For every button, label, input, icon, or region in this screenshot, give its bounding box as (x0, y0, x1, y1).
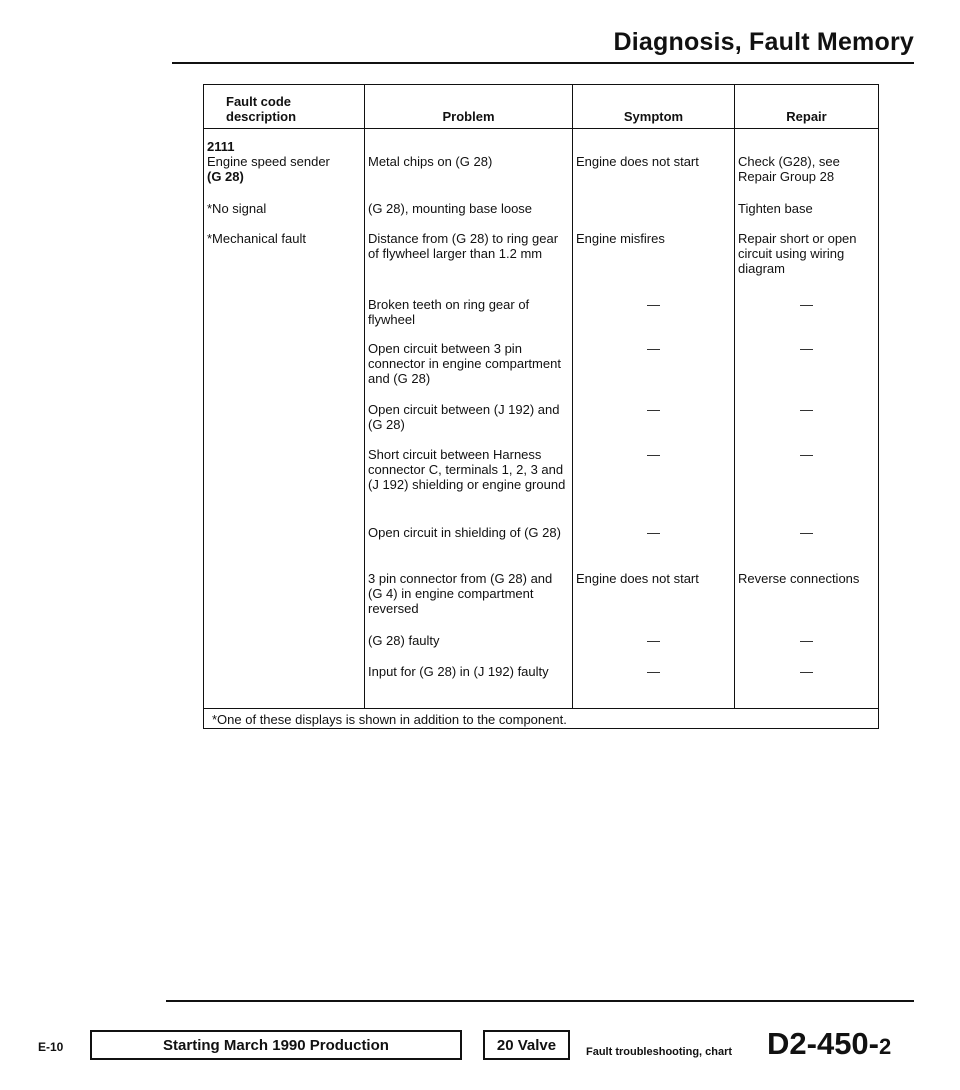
repair-cell: — (800, 297, 813, 312)
valve-label: 20 Valve (496, 1036, 557, 1054)
page-ref: E-10 (38, 1040, 64, 1054)
symptom-cell: Engine does not start (576, 154, 699, 169)
symptom-cell: — (647, 525, 660, 540)
table-header-row (204, 85, 878, 129)
repair-cell: Tighten base (738, 201, 813, 216)
symptom-cell: — (647, 297, 660, 312)
symptom-column (572, 129, 734, 708)
symptom-cell: — (647, 447, 660, 462)
fault-signal-mechanical: *Mechanical fault (207, 231, 306, 246)
symptom-cell: — (647, 341, 660, 356)
col-header-problem: Problem (364, 85, 572, 128)
table-footnote: *One of these displays is shown in addition to the component. (204, 708, 878, 728)
symptom-cell: — (647, 633, 660, 648)
problem-cell: Distance from (G 28) to ring gear of flywheel larger than 1.2 mm (368, 231, 559, 261)
fault-signal-no-signal: *No signal (207, 201, 267, 216)
chart-label: Fault troubleshooting, chart (586, 1046, 733, 1058)
valve-box (483, 1030, 570, 1060)
repair-cell: Check (G28), see Repair Group 28 (738, 154, 840, 184)
repair-cell: — (800, 525, 813, 540)
problem-cell: (G 28) faulty (368, 633, 440, 648)
symptom-cell: Engine does not start (576, 571, 699, 586)
problem-column (364, 129, 572, 708)
col-header-fault-code: Fault code description (226, 94, 297, 124)
production-label: Starting March 1990 Production (163, 1036, 389, 1054)
fault-table (203, 84, 879, 729)
footer-rule (166, 1000, 914, 1002)
problem-cell: Open circuit between (J 192) and (G 28) (368, 402, 560, 432)
symptom-cell: Engine misfires (576, 231, 665, 246)
production-box (90, 1030, 462, 1060)
problem-cell: 3 pin connector from (G 28) and (G 4) in engine compartment reversed (368, 571, 553, 616)
table-body (204, 129, 878, 708)
fault-name: Engine speed sender (207, 154, 330, 169)
problem-cell: Broken teeth on ring gear of flywheel (368, 297, 530, 327)
page-number-main: D2-450- (767, 1026, 879, 1061)
repair-column (734, 129, 878, 708)
problem-cell: Input for (G 28) in (J 192) faulty (368, 664, 549, 679)
repair-cell: — (800, 664, 813, 679)
problem-cell: Open circuit between 3 pin connector in engine compartment and (G 28) (368, 341, 561, 386)
repair-cell: — (800, 447, 813, 462)
repair-cell: Repair short or open circuit using wiring diagram (738, 231, 857, 276)
repair-cell: — (800, 402, 813, 417)
fault-code: 2111 (207, 139, 235, 154)
problem-cell: Metal chips on (G 28) (368, 154, 493, 169)
problem-cell: (G 28), mounting base loose (368, 201, 533, 216)
col-header-symptom: Symptom (572, 85, 734, 128)
repair-cell: — (800, 633, 813, 648)
fault-code-column (204, 129, 364, 708)
fault-component: (G 28) (207, 169, 244, 184)
symptom-cell: — (647, 402, 660, 417)
page-number-suffix: 2 (879, 1034, 892, 1059)
header-rule (172, 62, 914, 64)
repair-cell: Reverse connections (738, 571, 860, 586)
page-header-title: Diagnosis, Fault Memory (613, 28, 914, 56)
problem-cell: Short circuit between Harness connector C, terminals 1, 2, 3 and (J 192) shielding or engine ground (368, 447, 566, 492)
page-number (767, 1026, 891, 1062)
symptom-cell: — (647, 664, 660, 679)
repair-cell: — (800, 341, 813, 356)
col-header-repair: Repair (734, 85, 878, 128)
problem-cell: Open circuit in shielding of (G 28) (368, 525, 561, 540)
